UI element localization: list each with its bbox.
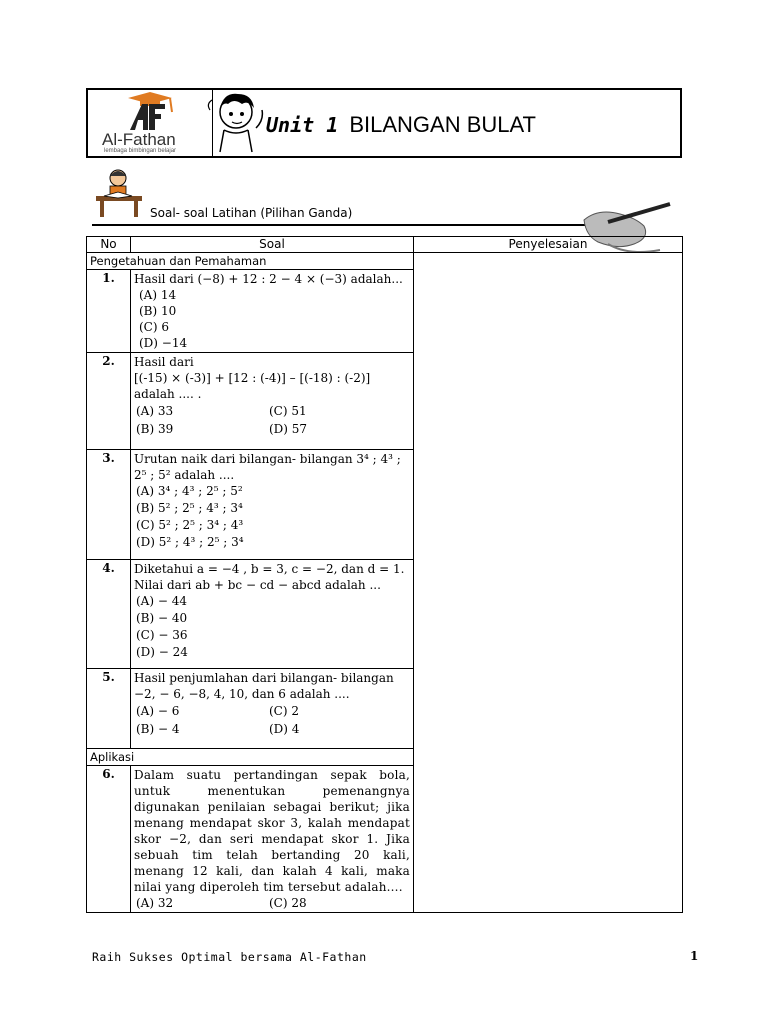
option-c: (C) 6 [139, 320, 169, 334]
question-number: 3. [87, 450, 131, 560]
option-c: (C) 5² ; 2⁵ ; 3⁴ ; 4³ [136, 518, 244, 532]
page-title: BILANGAN BULAT [349, 112, 536, 137]
section-title: Soal- soal Latihan (Pilihan Ganda) [150, 206, 353, 220]
logo-text: Al-Fathan [102, 130, 176, 149]
option-b: (B) 5² ; 2⁵ ; 4³ ; 3⁴ [136, 501, 243, 515]
col-header-penyelesaian: Penyelesaian [414, 237, 683, 253]
option-b: (B) 39 [136, 422, 174, 436]
question-text: Dalam suatu pertandingan sepak bola, untuk menentukan pemenangnya digunakan penilaian sebagai berikut; jika menang mendapat skor 3, kalah mendapat skor −2, dan seri mendapat skor 1. Jika sebuah tim telah bertanding 20 kali, menang 12 kali, dan kalah 4 kali, maka nilai yang diperoleh tim tersebut adalah.... [134, 768, 410, 894]
option-c: (C) 51 [269, 404, 307, 418]
question-cell [131, 270, 414, 353]
reading-student-illustration [92, 166, 148, 220]
option-c: (C) 2 [269, 704, 299, 718]
option-d: (D) 57 [269, 422, 308, 436]
section-row-pengetahuan [87, 253, 683, 270]
option-c: (C) 28 [269, 896, 307, 910]
option-a: (A) 33 [136, 404, 174, 418]
question-number: 2. [87, 353, 131, 450]
option-a: (A) 32 [136, 896, 174, 910]
question-text: Hasil penjumlahan dari bilangan- bilangan [134, 671, 394, 685]
option-d: (D) −14 [139, 336, 188, 350]
question-text-2: Nilai dari ab + bc − cd − abcd adalah ... [134, 578, 381, 592]
section-label-aplikasi: Aplikasi [87, 749, 414, 766]
footer-text: Raih Sukses Optimal bersama Al-Fathan [92, 950, 367, 964]
questions-table [86, 236, 683, 913]
col-header-no: No [87, 237, 131, 253]
al-fathan-logo [88, 90, 212, 156]
thinking-kid-illustration [204, 90, 268, 156]
question-number: 4. [87, 560, 131, 669]
question-text: Hasil dari [134, 355, 194, 369]
option-b: (B) − 40 [136, 611, 188, 625]
table-header-row [87, 237, 683, 253]
option-d: (D) 4 [269, 722, 300, 736]
option-a: (A) 14 [139, 288, 177, 302]
option-row-2 [134, 420, 410, 438]
question-number: 6. [87, 766, 131, 913]
question-text-end: adalah .... . [134, 387, 202, 401]
option-row-1 [134, 895, 410, 911]
question-expression: [(-15) × (-3)] + [12 : (-4)] – [(-18) : (-2)] [134, 371, 371, 385]
question-number: 1. [87, 270, 131, 353]
option-a: (A) − 6 [136, 704, 180, 718]
question-cell [131, 450, 414, 560]
option-a: (A) − 44 [136, 594, 187, 608]
question-cell [131, 560, 414, 669]
section-divider [92, 224, 590, 226]
unit-title [266, 112, 536, 138]
option-b: (B) − 4 [136, 722, 180, 736]
header-box [86, 88, 682, 158]
option-d: (D) 5² ; 4³ ; 2⁵ ; 3⁴ [136, 535, 244, 549]
logo-tagline: lembaga bimbingan belajar [104, 148, 177, 154]
question-text: Hasil dari (−8) + 12 : 2 − 4 × (−3) adalah... [134, 272, 403, 286]
question-cell [131, 353, 414, 450]
question-text: Urutan naik dari bilangan- bilangan 3⁴ ; 4³ ; [134, 452, 401, 466]
penyelesaian-answer-area [414, 253, 683, 913]
option-c: (C) − 36 [136, 628, 188, 642]
option-row-1 [134, 402, 410, 420]
option-row-1 [134, 702, 410, 720]
option-b: (B) 10 [139, 304, 177, 318]
question-text-2: 2⁵ ; 5² adalah .... [134, 468, 235, 482]
option-d: (D) − 24 [136, 645, 188, 659]
question-text: Diketahui a = −4 , b = 3, c = −2, dan d = 1. [134, 562, 405, 576]
col-header-soal: Soal [131, 237, 414, 253]
page-number: 1 [690, 949, 699, 963]
option-row-2 [134, 720, 410, 738]
section-label-pengetahuan: Pengetahuan dan Pemahaman [87, 253, 414, 270]
option-a: (A) 3⁴ ; 4³ ; 2⁵ ; 5² [136, 484, 243, 498]
unit-label: Unit 1 [266, 113, 339, 137]
question-number: 5. [87, 669, 131, 749]
question-cell [131, 669, 414, 749]
question-text-2: −2, − 6, −8, 4, 10, dan 6 adalah .... [134, 687, 350, 701]
question-cell [131, 766, 414, 913]
